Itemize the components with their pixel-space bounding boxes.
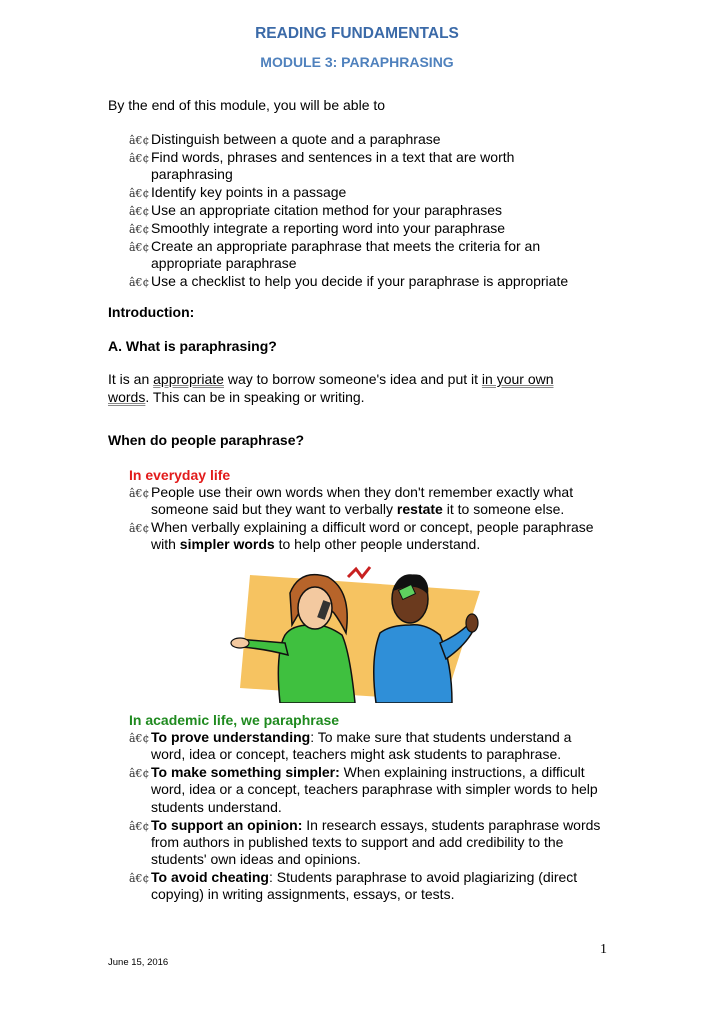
list-item: â€¢ Identify key points in a passage [129,184,599,201]
underlined-term: appropriate [153,371,224,387]
everyday-life-heading: In everyday life [129,467,231,483]
when-paraphrase-heading: When do people paraphrase? [108,432,305,448]
bullet-glyph: â€¢ [129,487,150,500]
list-item: â€¢ Use an appropriate citation method for your paraphrases [129,202,599,219]
academic-list [129,729,609,904]
bullet-glyph: â€¢ [129,204,150,218]
signal-zigzag-icon [348,567,370,577]
bullet-glyph: â€¢ [129,151,150,165]
list-item: â€¢ Smoothly integrate a reporting word into your paraphrase [129,220,599,237]
list-item: â€¢ To support an opinion: In research essays, students paraphrase words from authors in published texts to support and add credibility to the students' own ideas and opinions. [129,816,601,868]
bullet-glyph: â€¢ [129,732,150,745]
definition-paragraph: It is an appropriate way to borrow someone's idea and put it in your own words. This can be in speaking or writing. [108,371,554,405]
man-hand [466,614,478,632]
everyday-list [129,484,609,554]
document-title: READING FUNDAMENTALS [255,25,459,42]
introduction-heading: Introduction: [108,304,195,320]
bullet-glyph: â€¢ [129,222,150,236]
module-subtitle: MODULE 3: PARAPHRASING [260,54,454,70]
list-item: â€¢ When verbally explaining a difficult word or concept, people paraphrase with simpler words to help other people understand. [129,519,594,553]
woman-hand [231,638,249,648]
academic-life-heading: In academic life, we paraphrase [129,712,340,728]
bullet-glyph: â€¢ [129,275,150,289]
list-item: â€¢ Use a checklist to help you decide if your paraphrase is appropriate [129,273,599,290]
bullet-glyph: â€¢ [129,767,150,781]
objectives-list [129,131,599,291]
bullet-glyph: â€¢ [129,872,150,886]
list-item: â€¢ People use their own words when they don't remember exactly what someone said but they want to verbally restate it to someone else. [129,484,574,518]
bullet-glyph: â€¢ [129,522,150,536]
page-number: 1 [600,942,607,957]
what-is-paraphrasing-heading: A. What is paraphrasing? [108,338,277,354]
footer-date: June 15, 2016 [108,957,169,968]
list-item: â€¢ To avoid cheating: Students paraphrase to avoid plagiarizing (direct copying) in writing assignments, essays, or tests. [129,869,578,903]
man-shirt [374,625,452,703]
intro-text: By the end of this module, you will be able to [108,97,386,113]
list-item: â€¢ Distinguish between a quote and a paraphrase [129,131,599,148]
people-on-phones-illustration [230,563,480,703]
list-item: â€¢ Find words, phrases and sentences in a text that are worth paraphrasing [129,148,515,183]
underlined-term: in your own words [108,371,554,405]
bullet-glyph: â€¢ [129,240,150,254]
bullet-glyph: â€¢ [129,187,150,201]
list-item: â€¢ To prove understanding: To make sure that students understand a word, idea or concept, teachers might ask students to paraphrase. [129,729,572,763]
list-item: â€¢ To make something simpler: When explaining instructions, a difficult word, idea or a concept, teachers paraphrase with simpler words to help students understand. [129,764,598,815]
bullet-glyph: â€¢ [129,819,150,833]
bullet-glyph: â€¢ [129,134,150,147]
list-item: â€¢ Create an appropriate paraphrase that meets the criteria for an appropriate paraphrase [129,237,541,272]
